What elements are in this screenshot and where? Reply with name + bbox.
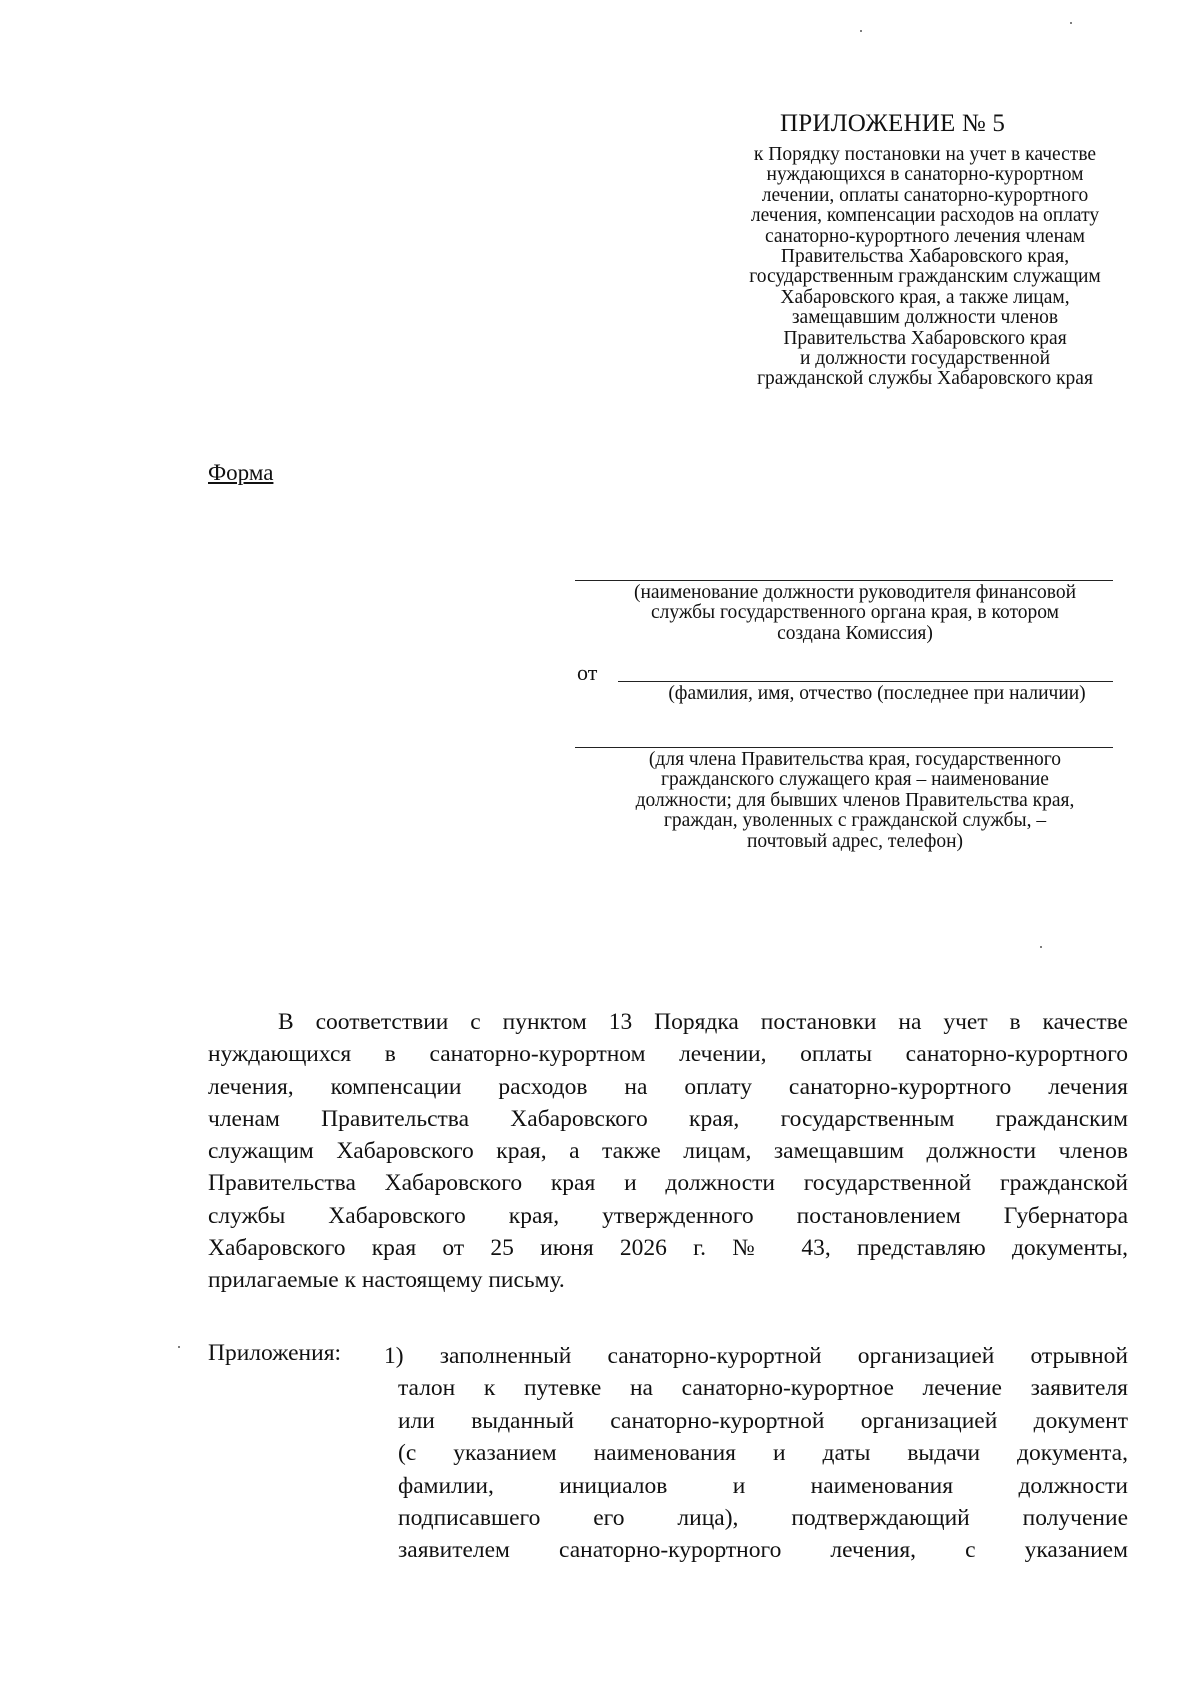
attachment-line: талон к путевке на санаторно-курортное лечение заявителя bbox=[398, 1375, 1128, 1402]
caption-line: почтовый адрес, телефон) bbox=[746, 830, 964, 852]
attachment-line: фамилии, инициалов и наименования должности bbox=[398, 1472, 1128, 1499]
paragraph-line: лечения, компенсации расходов на оплату санаторно-курортного лечения bbox=[208, 1073, 1128, 1100]
body-paragraph bbox=[208, 1006, 1128, 1297]
caption-line: должности; для бывших членов Правительства края, bbox=[635, 789, 1075, 811]
paragraph-line: В соответствии с пунктом 13 Порядка постановки на учет в качестве bbox=[278, 1009, 1128, 1035]
annex-ref-line: Правительства Хабаровского края bbox=[783, 327, 1067, 349]
annex-ref-line: лечении, оплаты санаторно-курортного bbox=[761, 184, 1089, 206]
paragraph-line: членам Правительства Хабаровского края, государственным гражданским bbox=[208, 1105, 1128, 1132]
scan-speck bbox=[178, 1346, 180, 1348]
annex-ref-line: государственным гражданским служащим bbox=[749, 266, 1101, 288]
annex-reference bbox=[690, 145, 1160, 390]
paragraph-line: нуждающихся в санаторно-курортном лечении, оплаты санаторно-курортного bbox=[208, 1041, 1128, 1068]
from-label: от bbox=[577, 660, 598, 685]
form-label: Форма bbox=[208, 460, 274, 485]
scan-speck bbox=[1040, 946, 1042, 948]
annex-ref-line: санаторно-курортного лечения членам bbox=[764, 225, 1086, 247]
attachment-line: подписавшего его лица), подтверждающий получение bbox=[398, 1505, 1128, 1532]
attachments-label: Приложения: bbox=[208, 1340, 342, 1366]
caption-line: службы государственного органа края, в котором bbox=[651, 602, 1059, 624]
caption-line: граждан, уволенных с гражданской службы, – bbox=[663, 810, 1047, 832]
paragraph-line: Хабаровского края от 25 июня 2026 г. № 43, представляю документы, bbox=[208, 1235, 1128, 1262]
caption-line: (наименование должности руководителя финансовой bbox=[633, 582, 1077, 603]
annex-ref-line: лечения, компенсации расходов на оплату bbox=[750, 205, 1100, 227]
applicant-name-line bbox=[618, 681, 1113, 682]
paragraph-line: прилагаемые к настоящему письму. bbox=[208, 1267, 565, 1294]
annex-ref-line: нуждающихся в санаторно-курортном bbox=[766, 164, 1084, 186]
annex-ref-line: гражданской службы Хабаровского края bbox=[757, 368, 1093, 390]
annex-ref-line: и должности государственной bbox=[799, 348, 1051, 370]
caption-line: создана Комиссия) bbox=[777, 622, 933, 644]
attachment-line: заявителем санаторно-курортного лечения, с указанием bbox=[398, 1537, 1128, 1564]
attachment-item-1 bbox=[384, 1340, 1128, 1567]
paragraph-line: служащим Хабаровского края, а также лицам, замещавшим должности членов bbox=[208, 1138, 1128, 1165]
recipient-position-caption bbox=[575, 583, 1135, 644]
caption-line: гражданского служащего края – наименование bbox=[661, 769, 1049, 791]
scan-speck bbox=[1070, 22, 1072, 24]
paragraph-line: Правительства Хабаровского края и должности государственной гражданской bbox=[208, 1170, 1128, 1197]
annex-ref-line: к Порядку постановки на учет в качестве bbox=[753, 144, 1097, 165]
applicant-name-caption bbox=[617, 684, 1137, 704]
annex-ref-line: Правительства Хабаровского края, bbox=[780, 246, 1070, 268]
caption-line: (фамилия, имя, отчество (последнее при наличии) bbox=[668, 683, 1086, 704]
applicant-details-line bbox=[575, 747, 1113, 748]
paragraph-line: службы Хабаровского края, утвержденного постановлением Губернатора bbox=[208, 1202, 1128, 1229]
annex-ref-line: Хабаровского края, а также лицам, bbox=[780, 286, 1070, 308]
applicant-details-caption bbox=[575, 750, 1135, 852]
scan-speck bbox=[860, 30, 862, 32]
annex-ref-line: замещавшим должности членов bbox=[791, 307, 1059, 329]
attachment-line: или выданный санаторно-курортной организацией документ bbox=[398, 1407, 1128, 1434]
annex-title: ПРИЛОЖЕНИЕ № 5 bbox=[780, 110, 1006, 137]
attachment-line: (с указанием наименования и даты выдачи документа, bbox=[398, 1440, 1128, 1467]
attachment-line: 1) заполненный санаторно-курортной организацией отрывной bbox=[384, 1343, 1128, 1369]
caption-line: (для члена Правительства края, государственного bbox=[648, 749, 1062, 770]
recipient-position-line bbox=[575, 580, 1113, 581]
